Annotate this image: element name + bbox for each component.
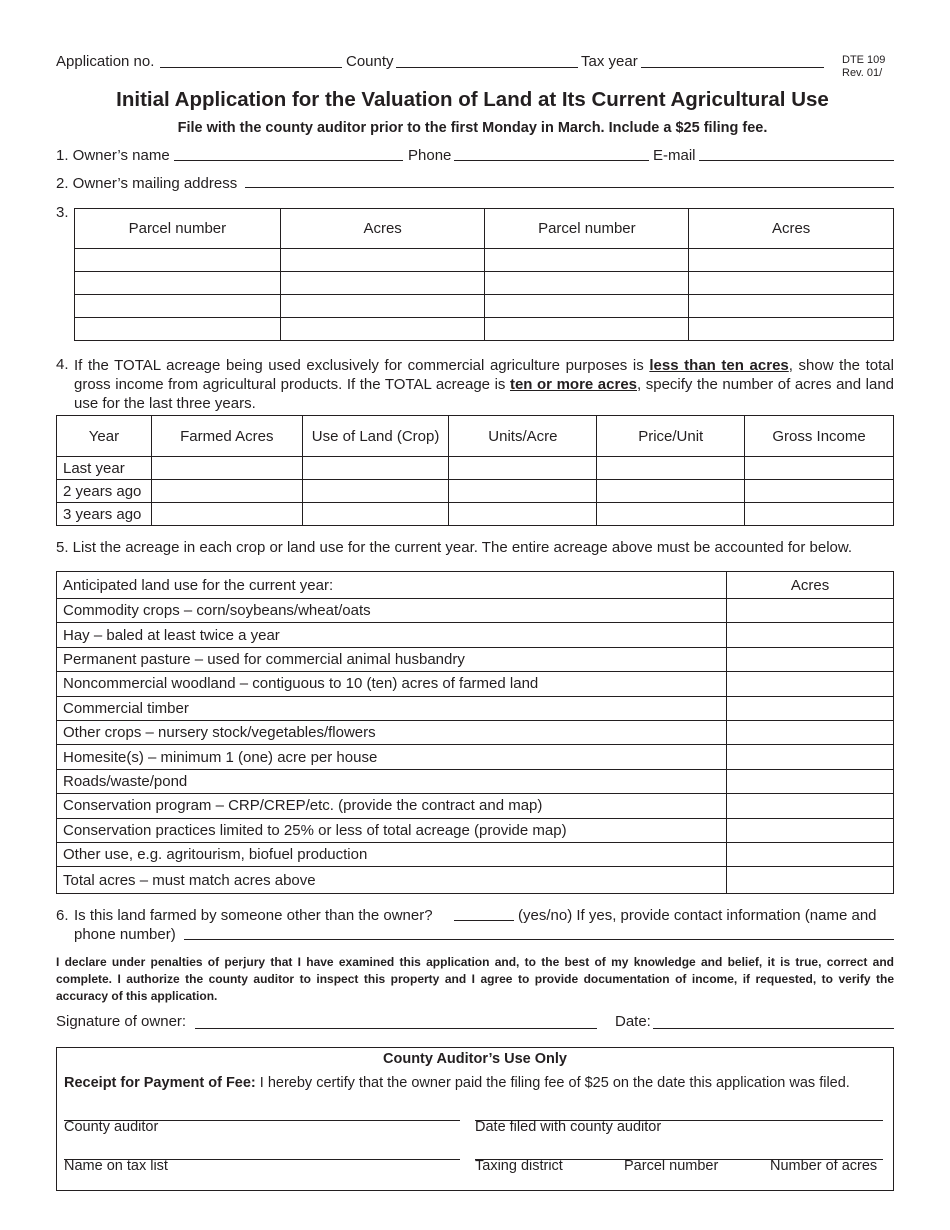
parcel-header-cell: Parcel number — [75, 209, 281, 249]
use-of-land-cell[interactable] — [302, 480, 449, 503]
name-on-tax-list-label: Name on tax list — [64, 1158, 168, 1174]
acres-cell[interactable] — [280, 318, 485, 341]
county-label: County — [346, 53, 394, 70]
table-row — [57, 503, 894, 526]
farmed-acres-cell[interactable] — [151, 457, 302, 480]
land-use-label: Other use, e.g. agritourism, biofuel production — [57, 842, 727, 866]
table-row — [57, 867, 894, 894]
perjury-declaration: I declare under penalties of perjury that I have examined this application and, to the best of my knowledge and belief, it is true, correct and complete. I authorize the county auditor to inspect this property and I agree to provide documentation of income, if requested, to verify the accuracy of this application. — [56, 955, 894, 1003]
tax-year-field[interactable] — [641, 67, 824, 68]
land-use-header: Anticipated land use for the current year: — [57, 572, 727, 599]
parcel-cell[interactable] — [485, 272, 689, 295]
parcel-header-cell: Parcel number — [485, 209, 689, 249]
date-field[interactable] — [653, 1028, 894, 1029]
acres-cell[interactable] — [280, 272, 485, 295]
q4-instructions — [74, 356, 894, 413]
table-row — [57, 745, 894, 769]
acres-cell[interactable] — [727, 818, 894, 842]
q4-emphasis-a: less than ten acres — [649, 357, 789, 374]
owner-name-label: 1. Owner’s name — [56, 147, 170, 164]
auditor-section — [56, 1047, 894, 1191]
land-use-label: Other crops – nursery stock/vegetables/flowers — [57, 720, 727, 744]
fee-receipt-label: Receipt for Payment of Fee: — [64, 1075, 256, 1091]
table-row — [57, 769, 894, 793]
total-acres-label: Total acres – must match acres above — [57, 867, 727, 894]
land-use-label: Permanent pasture – used for commercial animal husbandry — [57, 647, 727, 671]
county-field[interactable] — [396, 67, 578, 68]
table-row — [57, 623, 894, 647]
year-cell: 2 years ago — [57, 480, 152, 503]
page-title: Initial Application for the Valuation of Land at Its Current Agricultural Use — [116, 88, 829, 111]
land-use-table — [56, 571, 894, 894]
land-use-label: Roads/waste/pond — [57, 769, 727, 793]
application-no-label: Application no. — [56, 53, 155, 70]
q5-instructions: 5. List the acreage in each crop or land use for the current year. The entire acreage above must be accounted for below. — [56, 539, 853, 556]
price-unit-header: Price/Unit — [597, 416, 745, 457]
price-unit-cell[interactable] — [597, 503, 745, 526]
land-use-label: Conservation practices limited to 25% or less of total acreage (provide map) — [57, 818, 727, 842]
acres-cell[interactable] — [727, 599, 894, 623]
table-row — [57, 696, 894, 720]
land-use-label: Commercial timber — [57, 696, 727, 720]
acres-cell[interactable] — [280, 295, 485, 318]
gross-income-cell[interactable] — [745, 457, 894, 480]
units-acre-cell[interactable] — [449, 480, 597, 503]
number-of-acres-label: Number of acres — [770, 1158, 878, 1174]
acres-header: Acres — [727, 572, 894, 599]
taxing-district-label: Taxing district — [475, 1158, 563, 1174]
table-row — [57, 480, 894, 503]
page-subtitle: File with the county auditor prior to the first Monday in March. Include a $25 filing fee. — [177, 120, 768, 136]
land-use-label: Hay – baled at least twice a year — [57, 623, 727, 647]
form-number — [842, 54, 885, 80]
owner-name-field[interactable] — [174, 160, 403, 161]
table-row — [57, 720, 894, 744]
parcel-cell[interactable] — [75, 295, 281, 318]
signature-label: Signature of owner: — [56, 1013, 187, 1030]
parcel-number-label: Parcel number — [624, 1158, 719, 1174]
form-revision: Rev. 01/ — [842, 67, 883, 79]
acres-cell[interactable] — [689, 295, 894, 318]
acres-header-cell: Acres — [280, 209, 485, 249]
total-acres-cell[interactable] — [727, 867, 894, 894]
table-row — [57, 599, 894, 623]
q6-contact-label: phone number) — [74, 926, 176, 943]
mailing-address-field[interactable] — [245, 187, 894, 188]
farmed-acres-cell[interactable] — [151, 503, 302, 526]
acres-cell[interactable] — [727, 745, 894, 769]
q6-question: Is this land farmed by someone other than the owner? — [74, 907, 433, 924]
q3-number: 3. — [56, 204, 69, 221]
phone-label: Phone — [408, 147, 452, 164]
fee-receipt-text: I hereby certify that the owner paid the filing fee of $25 on the date this application was filed. — [255, 1075, 850, 1091]
farmed-acres-header: Farmed Acres — [151, 416, 302, 457]
q4-number: 4. — [56, 356, 69, 373]
year-cell: Last year — [57, 457, 152, 480]
land-use-label: Homesite(s) – minimum 1 (one) acre per house — [57, 745, 727, 769]
acres-cell[interactable] — [727, 842, 894, 866]
yes-no-field[interactable] — [454, 920, 514, 921]
table-row — [75, 318, 894, 341]
units-acre-cell[interactable] — [449, 457, 597, 480]
use-of-land-header: Use of Land (Crop) — [302, 416, 449, 457]
gross-income-cell[interactable] — [745, 503, 894, 526]
table-row — [57, 818, 894, 842]
acres-cell[interactable] — [727, 623, 894, 647]
q4-text-b: , show the total gross income from agricultural products. If the TOTAL acreage is — [74, 357, 894, 393]
acres-header-cell: Acres — [689, 209, 894, 249]
parcel-cell[interactable] — [485, 318, 689, 341]
price-unit-cell[interactable] — [597, 480, 745, 503]
acres-cell[interactable] — [727, 696, 894, 720]
table-row — [57, 647, 894, 671]
land-use-label: Noncommercial woodland – contiguous to 10 (ten) acres of farmed land — [57, 672, 727, 696]
mailing-address-label: 2. Owner’s mailing address — [56, 175, 238, 192]
year-header: Year — [57, 416, 152, 457]
contact-info-field[interactable] — [184, 939, 894, 940]
date-filed-label: Date filed with county auditor — [475, 1119, 662, 1135]
date-label: Date: — [615, 1013, 651, 1030]
auditor-section-title: County Auditor’s Use Only — [383, 1051, 567, 1067]
table-row — [75, 272, 894, 295]
income-table — [56, 415, 894, 526]
table-row — [57, 672, 894, 696]
units-acre-cell[interactable] — [449, 503, 597, 526]
acres-cell[interactable] — [727, 647, 894, 671]
price-unit-cell[interactable] — [597, 457, 745, 480]
q4-text-a: If the TOTAL acreage being used exclusively for commercial agriculture purposes is — [74, 357, 650, 374]
parcel-cell[interactable] — [485, 295, 689, 318]
acres-cell[interactable] — [727, 794, 894, 818]
gross-income-cell[interactable] — [745, 480, 894, 503]
farmed-acres-cell[interactable] — [151, 480, 302, 503]
table-row — [57, 794, 894, 818]
land-use-label: Commodity crops – corn/soybeans/wheat/oats — [57, 599, 727, 623]
tax-year-label: Tax year — [581, 53, 638, 70]
parcel-cell[interactable] — [485, 249, 689, 272]
table-row — [75, 249, 894, 272]
units-acre-header: Units/Acre — [449, 416, 597, 457]
acres-cell[interactable] — [727, 769, 894, 793]
county-auditor-label: County auditor — [64, 1119, 159, 1135]
acres-cell[interactable] — [727, 720, 894, 744]
gross-income-header: Gross Income — [745, 416, 894, 457]
year-cell: 3 years ago — [57, 503, 152, 526]
land-use-label: Conservation program – CRP/CREP/etc. (provide the contract and map) — [57, 794, 727, 818]
email-field[interactable] — [699, 160, 894, 161]
acres-cell[interactable] — [689, 249, 894, 272]
phone-field[interactable] — [454, 160, 649, 161]
parcel-table — [74, 208, 894, 341]
parcel-cell[interactable] — [75, 272, 281, 295]
table-row — [57, 842, 894, 866]
parcel-cell[interactable] — [75, 318, 281, 341]
table-row — [57, 457, 894, 480]
fee-receipt — [64, 1075, 850, 1091]
form-id: DTE 109 — [842, 54, 886, 66]
q6-instructions: (yes/no) If yes, provide contact information (name and — [518, 907, 877, 924]
acres-cell[interactable] — [727, 672, 894, 696]
application-no-field[interactable] — [160, 67, 342, 68]
q6-number: 6. — [56, 907, 69, 924]
email-label: E-mail — [653, 147, 696, 164]
signature-field[interactable] — [195, 1028, 597, 1029]
acres-cell[interactable] — [280, 249, 485, 272]
use-of-land-cell[interactable] — [302, 503, 449, 526]
parcel-cell[interactable] — [75, 249, 281, 272]
acres-cell[interactable] — [689, 318, 894, 341]
use-of-land-cell[interactable] — [302, 457, 449, 480]
q4-text-c: , specify the number of acres and land use for the last three years. — [74, 376, 895, 412]
q4-emphasis-b: ten or more acres — [509, 376, 638, 393]
acres-cell[interactable] — [689, 272, 894, 295]
table-row — [75, 295, 894, 318]
